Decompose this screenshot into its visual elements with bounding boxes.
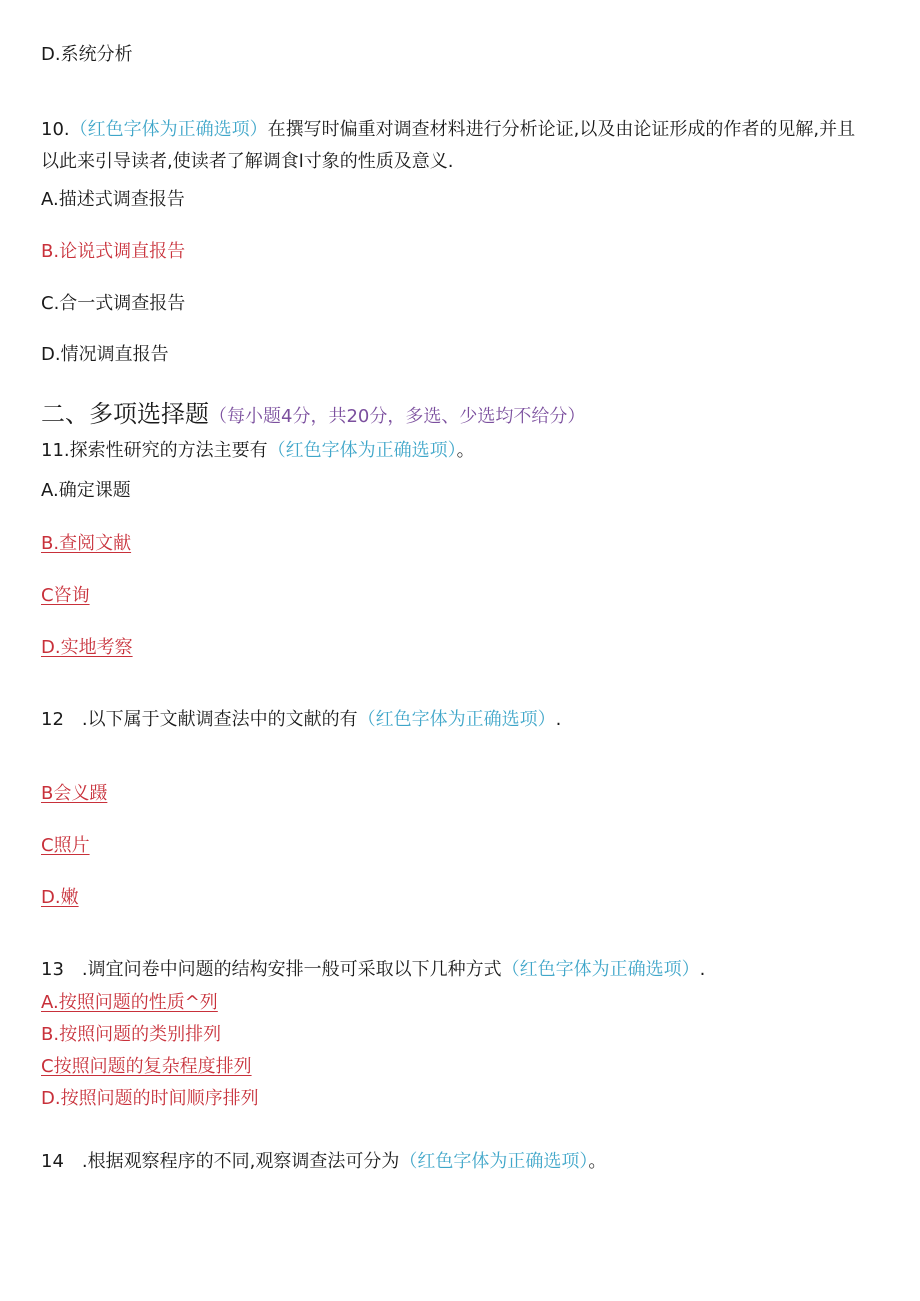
q9-option-d: D.系统分析 — [41, 44, 133, 65]
q10-number: 10. — [41, 119, 70, 140]
q11-hint: （红色字体为正确选项） — [267, 440, 457, 461]
q12-number: 12 — [41, 709, 64, 730]
q12-hint: （红色字体为正确选项） — [357, 709, 556, 730]
q14-stem-text: .根据观察程序的不同,观察调查法可分为 — [81, 1151, 400, 1172]
q12-option-b: B会义蹑 — [41, 783, 108, 804]
section-title: 二、多项选择题 — [41, 400, 209, 428]
q13-option-a: A.按照问题的性质^列 — [41, 992, 218, 1013]
q10-option-a: A.描述式调查报告 — [41, 189, 185, 210]
q12-option-d: D.嫩 — [41, 887, 79, 908]
q13-number: 13 — [41, 959, 64, 980]
q14-end: 。 — [588, 1151, 607, 1172]
q13-stem-text: .调宜问卷中问题的结构安排一般可采取以下几种方式 — [81, 959, 502, 980]
q11-stem-text: 11.探索性研究的方法主要有 — [41, 440, 268, 461]
q13-end: . — [699, 959, 706, 980]
q11-option-c: C咨询 — [41, 585, 90, 606]
q14-stem — [41, 1150, 606, 1174]
section-heading — [41, 402, 585, 429]
q13-hint: （红色字体为正确选项） — [501, 959, 700, 980]
q12-option-c: C照片 — [41, 835, 90, 856]
q11-option-b: B.查阅文献 — [41, 533, 132, 554]
q12-stem — [41, 708, 561, 732]
q11-option-d: D.实地考察 — [41, 637, 133, 658]
q13-option-b: B.按照问题的类别排列 — [41, 1024, 222, 1045]
q10-hint: （红色字体为正确选项） — [69, 119, 268, 140]
q11-end: 。 — [456, 440, 475, 461]
q13-option-d: D.按照问题的时间顺序排列 — [41, 1088, 259, 1109]
q14-number: 14 — [41, 1151, 64, 1172]
q13-option-c: C按照问题的复杂程度排列 — [41, 1056, 252, 1077]
q10-stem-a: 在撰写时偏重对调查材料进行分析论证,以及由论证形成的作者的见解,并且 — [267, 119, 856, 140]
q12-stem-text: .以下属于文献调查法中的文献的有 — [81, 709, 358, 730]
q10-option-d: D.情况调直报告 — [41, 344, 169, 365]
q10-option-b: B.论说式调直报告 — [41, 241, 186, 262]
q14-hint: （红色字体为正确选项） — [399, 1151, 589, 1172]
q12-end: . — [555, 709, 562, 730]
q10-option-c: C.合一式调查报告 — [41, 293, 186, 314]
q10-stem — [41, 114, 881, 178]
q13-stem — [41, 958, 705, 982]
section-note: （每小题4分，共20分，多选、少选均不给分） — [209, 406, 586, 427]
q10-stem-b: 以此来引导读者,使读者了解调食l寸象的性质及意义. — [41, 151, 454, 172]
q11-stem — [41, 439, 475, 463]
q11-option-a: A.确定课题 — [41, 480, 131, 501]
